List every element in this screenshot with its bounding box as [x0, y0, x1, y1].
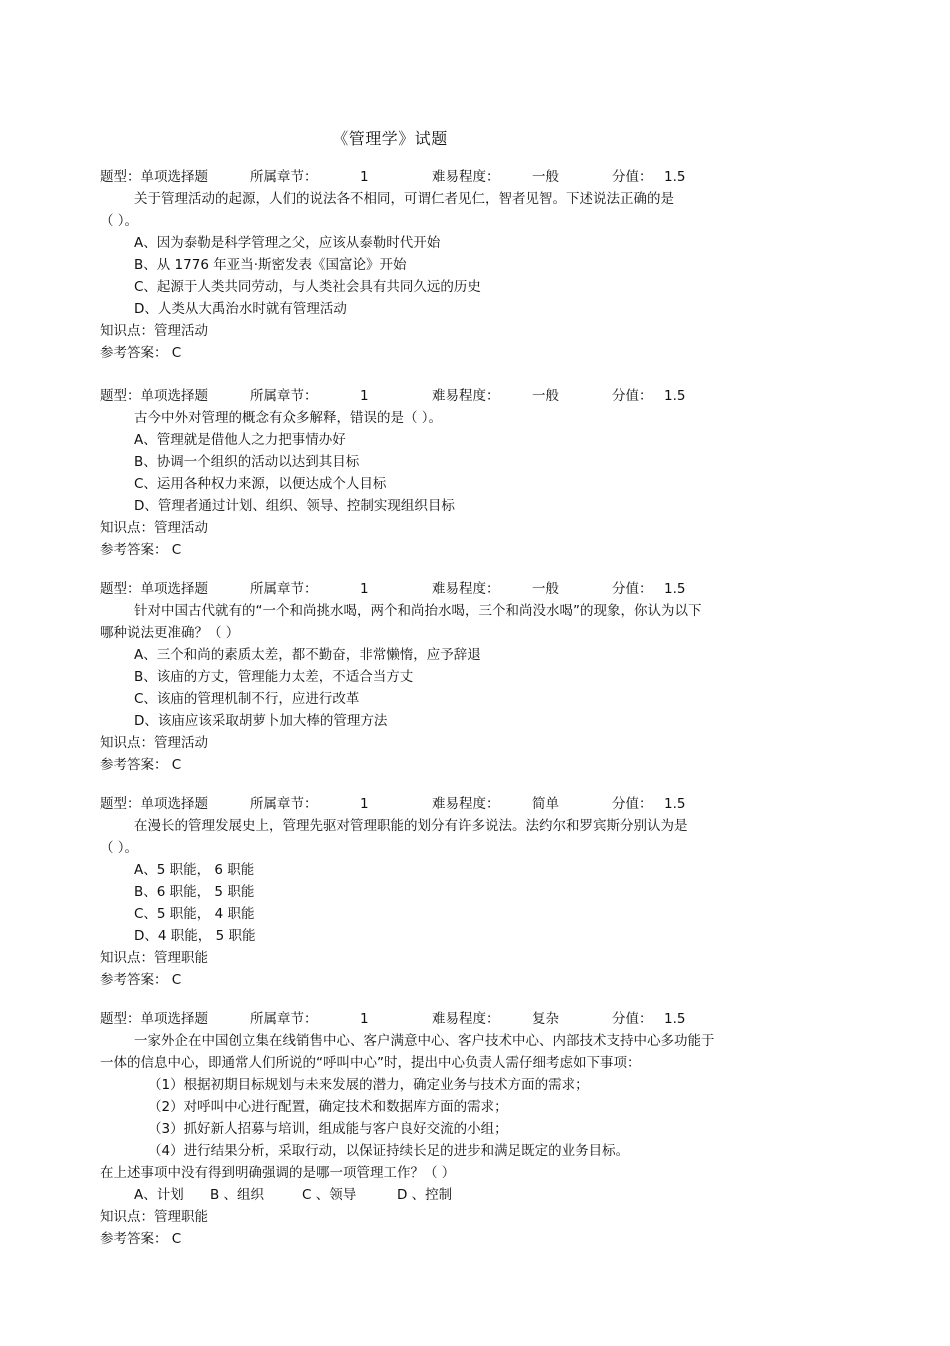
difficulty-value: 一般	[532, 388, 559, 404]
reference-answer: 参考答案： C	[100, 345, 182, 361]
question-type: 题型：单项选择题	[100, 581, 208, 597]
option-c: C 、领导	[302, 1187, 357, 1203]
question-meta	[100, 385, 800, 407]
difficulty-label: 难易程度：	[432, 796, 500, 812]
question-stem: 古今中外对管理的概念有众多解释，错误的是（ ）。	[134, 410, 443, 426]
score-value: 1.5	[664, 169, 686, 185]
score-label: 分值：	[612, 388, 653, 404]
difficulty-label: 难易程度：	[432, 1011, 500, 1027]
score-label: 分值：	[612, 796, 653, 812]
question-type: 题型：单项选择题	[100, 169, 208, 185]
option-d: D、4 职能， 5 职能	[134, 928, 256, 944]
option-a: A、5 职能， 6 职能	[134, 862, 255, 878]
question-block	[100, 793, 800, 991]
chapter-label: 所属章节：	[250, 169, 318, 185]
score-value: 1.5	[664, 581, 686, 597]
chapter-value: 1	[360, 581, 369, 597]
difficulty-value: 简单	[532, 796, 559, 812]
question-type: 题型：单项选择题	[100, 388, 208, 404]
question-type: 题型：单项选择题	[100, 1011, 208, 1027]
knowledge-point: 知识点：管理活动	[100, 735, 208, 751]
option-c: C、运用各种权力来源，以便达成个人目标	[134, 476, 387, 492]
option-d: D、该庙应该采取胡萝卜加大棒的管理方法	[134, 713, 388, 729]
reference-answer: 参考答案： C	[100, 972, 182, 988]
question-stem: （ ）。	[100, 840, 139, 856]
document-title: 《管理学》试题	[332, 129, 448, 148]
score-value: 1.5	[664, 1011, 686, 1027]
option-a: A、计划	[134, 1187, 184, 1203]
chapter-value: 1	[360, 1011, 369, 1027]
question-meta	[100, 578, 800, 600]
reference-answer: 参考答案： C	[100, 757, 182, 773]
question-stem: 哪种说法更准确？（ ）	[100, 625, 240, 641]
option-c: C、起源于人类共同劳动，与人类社会具有共同久远的历史	[134, 279, 481, 295]
option-d: D、管理者通过计划、组织、领导、控制实现组织目标	[134, 498, 455, 514]
question-block	[100, 385, 800, 561]
chapter-value: 1	[360, 388, 369, 404]
option-c: C、5 职能， 4 职能	[134, 906, 255, 922]
chapter-value: 1	[360, 169, 369, 185]
score-value: 1.5	[664, 796, 686, 812]
list-item: （3）抓好新人招募与培训，组成能与客户良好交流的小组；	[148, 1121, 508, 1137]
difficulty-label: 难易程度：	[432, 169, 500, 185]
option-b: B、6 职能， 5 职能	[134, 884, 255, 900]
score-label: 分值：	[612, 581, 653, 597]
question-stem: 一体的信息中心，即通常人们所说的“呼叫中心”时，提出中心负责人需仔细考虑如下事项：	[100, 1055, 641, 1071]
question-block	[100, 1008, 800, 1250]
option-a: A、三个和尚的素质太差，都不勤奋，非常懒惰，应予辞退	[134, 647, 481, 663]
list-item: （4）进行结果分析，采取行动，以保证持续长足的进步和满足既定的业务目标。	[148, 1143, 630, 1159]
option-c: C、该庙的管理机制不行，应进行改革	[134, 691, 360, 707]
question-meta	[100, 166, 800, 188]
option-b: B、该庙的方丈，管理能力太差，不适合当方丈	[134, 669, 414, 685]
difficulty-value: 一般	[532, 169, 559, 185]
question-stem: 一家外企在中国创立集在线销售中心、客户满意中心、客户技术中心、内部技术支持中心多功能于	[134, 1033, 715, 1049]
chapter-label: 所属章节：	[250, 388, 318, 404]
score-label: 分值：	[612, 169, 653, 185]
option-b: B 、组织	[210, 1187, 265, 1203]
chapter-label: 所属章节：	[250, 581, 318, 597]
option-d: D 、控制	[397, 1187, 453, 1203]
difficulty-value: 复杂	[532, 1011, 559, 1027]
knowledge-point: 知识点：管理活动	[100, 520, 208, 536]
score-value: 1.5	[664, 388, 686, 404]
knowledge-point: 知识点：管理职能	[100, 1209, 208, 1225]
option-b: B、协调一个组织的活动以达到其目标	[134, 454, 360, 470]
chapter-label: 所属章节：	[250, 1011, 318, 1027]
option-a: A、管理就是借他人之力把事情办好	[134, 432, 346, 448]
difficulty-label: 难易程度：	[432, 581, 500, 597]
list-item: （1）根据初期目标规划与未来发展的潜力，确定业务与技术方面的需求；	[148, 1077, 589, 1093]
question-type: 题型：单项选择题	[100, 796, 208, 812]
question-stem: （ ）。	[100, 213, 139, 229]
difficulty-label: 难易程度：	[432, 388, 500, 404]
reference-answer: 参考答案： C	[100, 542, 182, 558]
difficulty-value: 一般	[532, 581, 559, 597]
question-stem: 针对中国古代就有的“一个和尚挑水喝，两个和尚抬水喝，三个和尚没水喝”的现象，你认为以下	[134, 603, 702, 619]
inline-options	[100, 1184, 800, 1206]
question-meta	[100, 1008, 800, 1030]
chapter-value: 1	[360, 796, 369, 812]
question-meta	[100, 793, 800, 815]
option-d: D、人类从大禹治水时就有管理活动	[134, 301, 347, 317]
question-line: 在上述事项中没有得到明确强调的是哪一项管理工作？（ ）	[100, 1165, 456, 1181]
question-stem: 在漫长的管理发展史上，管理先驱对管理职能的划分有许多说法。法约尔和罗宾斯分别认为是	[134, 818, 688, 834]
question-stem: 关于管理活动的起源，人们的说法各不相同，可谓仁者见仁，智者见智。下述说法正确的是	[134, 191, 674, 207]
chapter-label: 所属章节：	[250, 796, 318, 812]
option-a: A、因为泰勒是科学管理之父，应该从泰勒时代开始	[134, 235, 441, 251]
list-item: （2）对呼叫中心进行配置，确定技术和数据库方面的需求；	[148, 1099, 508, 1115]
knowledge-point: 知识点：管理活动	[100, 323, 208, 339]
knowledge-point: 知识点：管理职能	[100, 950, 208, 966]
score-label: 分值：	[612, 1011, 653, 1027]
reference-answer: 参考答案： C	[100, 1231, 182, 1247]
question-block	[100, 166, 800, 364]
option-b: B、从 1776 年亚当·斯密发表《国富论》开始	[134, 257, 407, 273]
question-block	[100, 578, 800, 776]
